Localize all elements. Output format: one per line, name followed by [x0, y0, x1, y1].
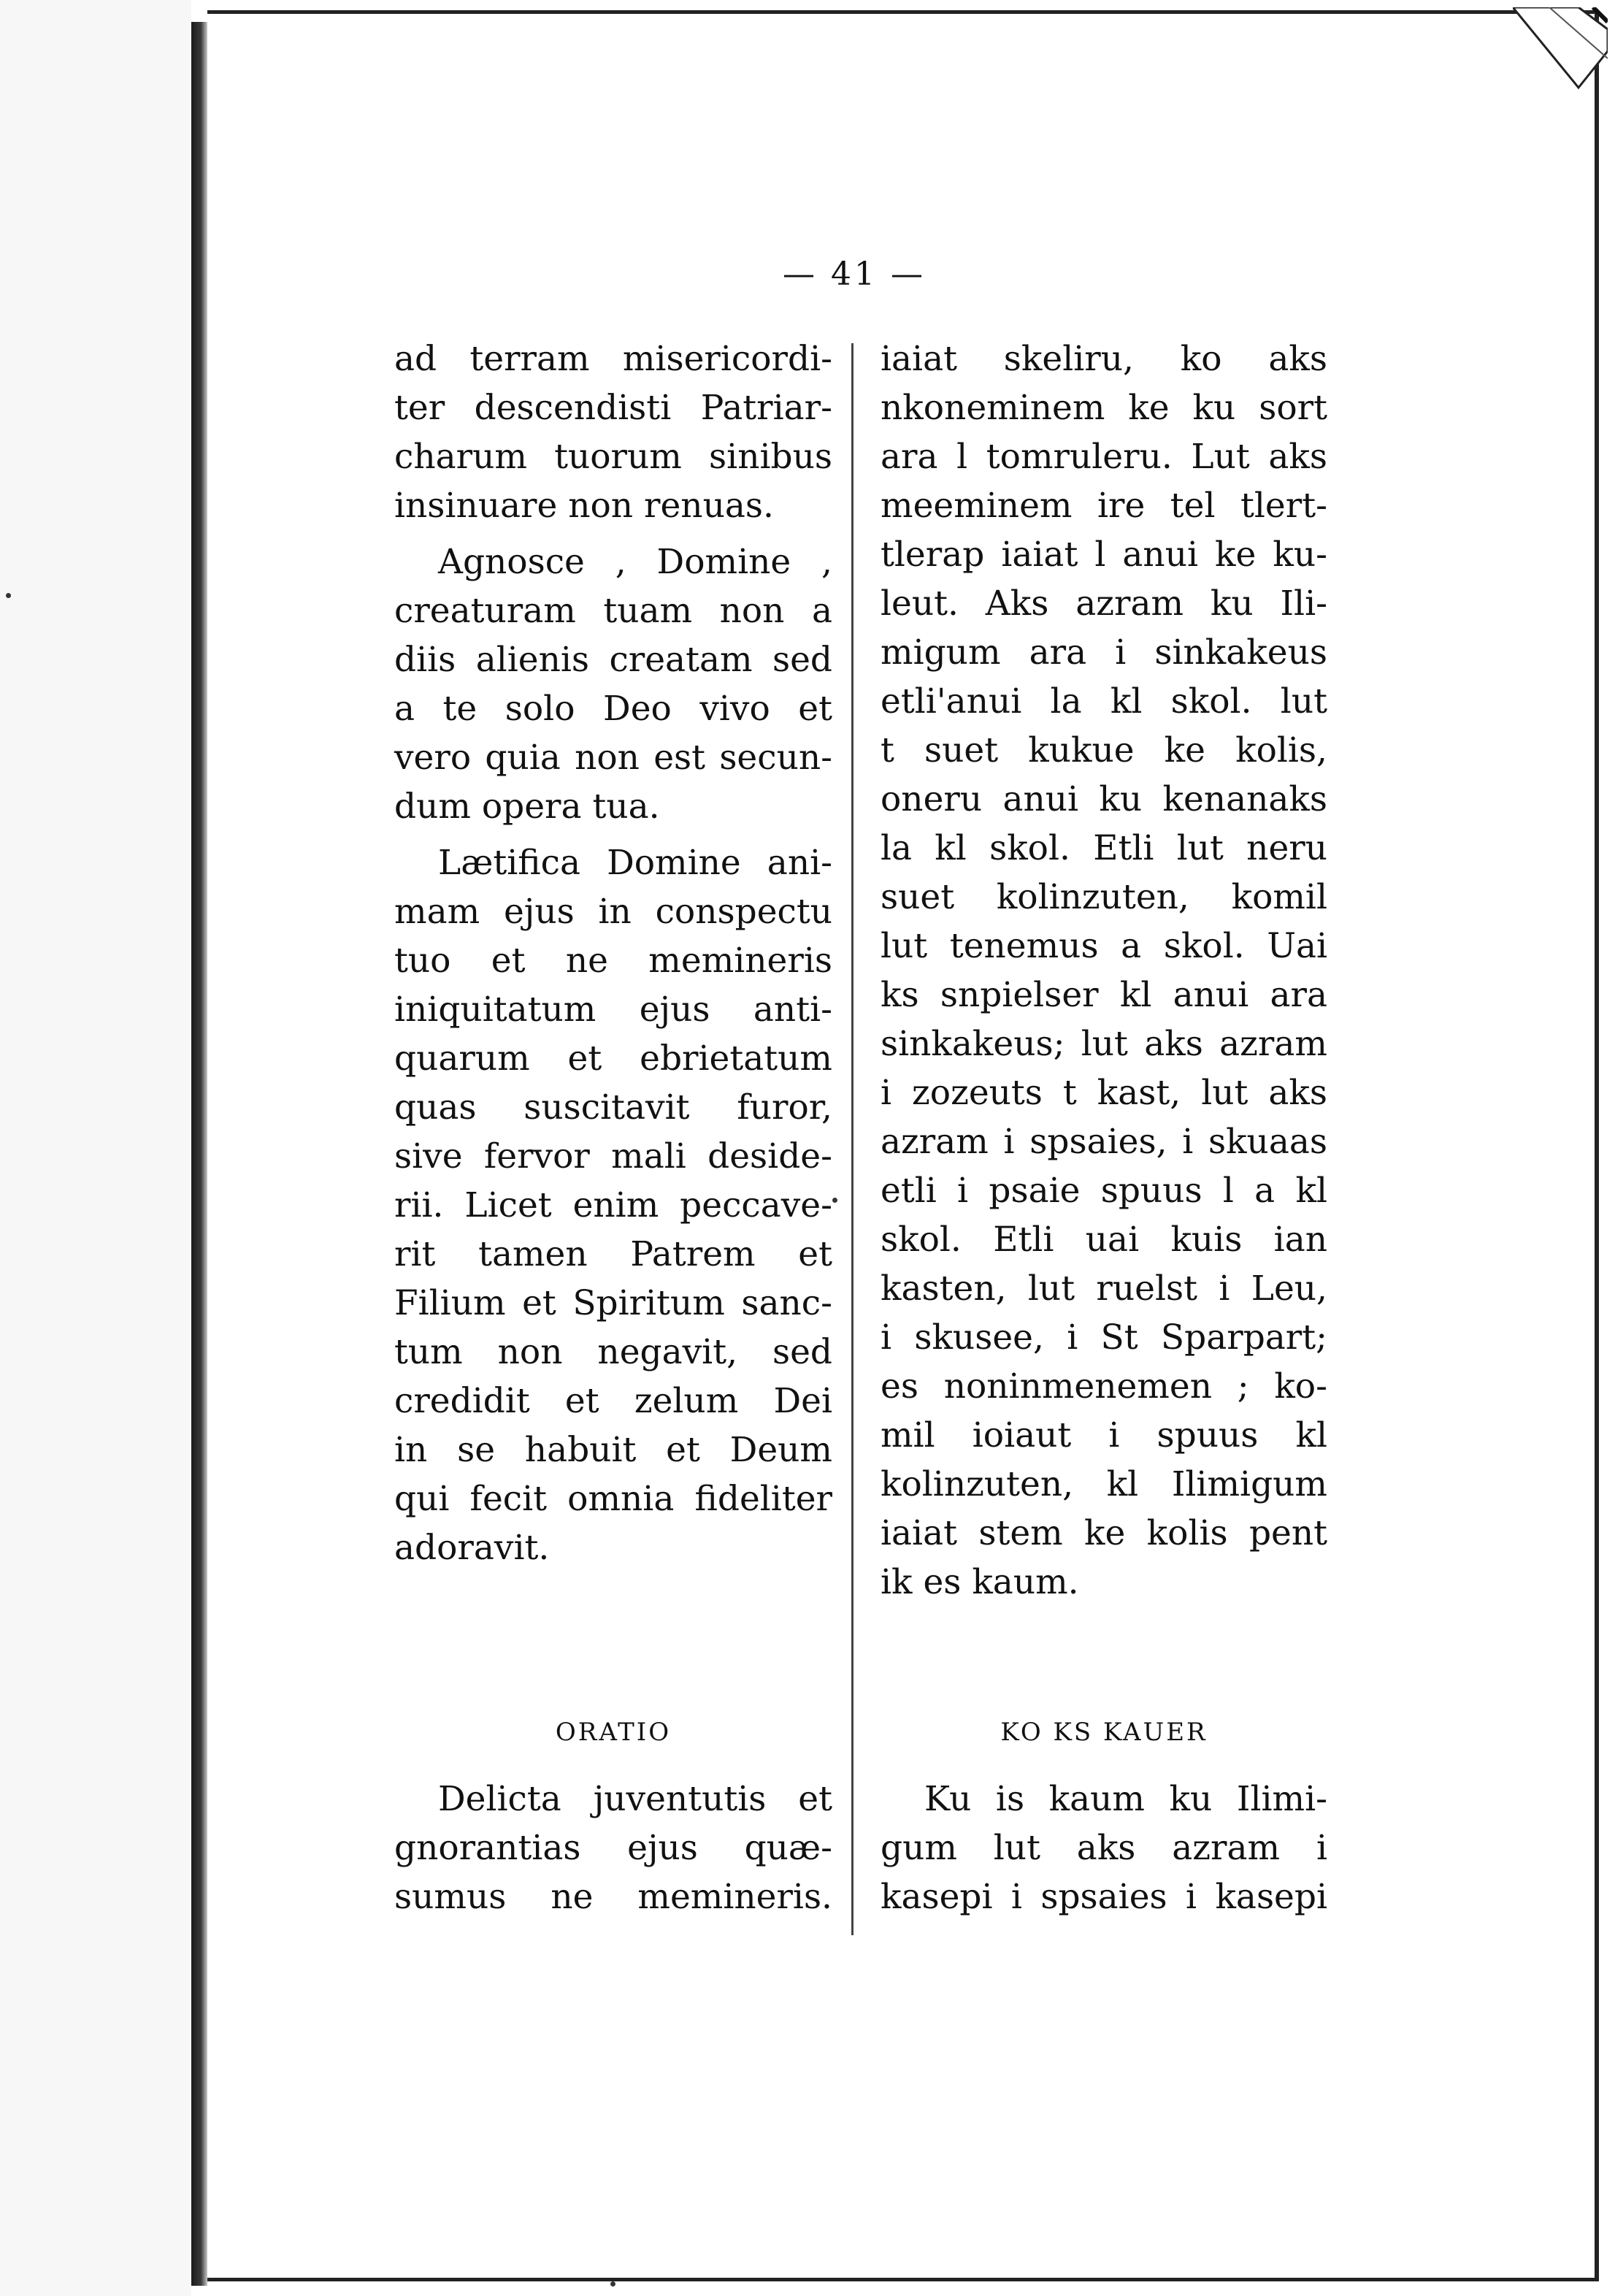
text-line: ter descendisti Patriar-: [394, 388, 832, 428]
oratio-heading: ORATIO: [555, 1718, 672, 1747]
facing-page-edge: [0, 0, 191, 2296]
text-line: Delicta juventutis et: [438, 1779, 832, 1819]
text-line: nkoneminem ke ku sort: [881, 388, 1327, 428]
text-line: ad terram misericordi-: [394, 339, 832, 379]
text-line: gnorantias ejus quæ-: [394, 1828, 832, 1868]
text-line: mil ioiaut i spuus kl: [881, 1415, 1327, 1455]
text-line: la kl skol. Etli lut neru: [881, 828, 1327, 868]
text-line: migum ara i sinkakeus: [881, 632, 1327, 673]
text-line: dum opera tua.: [394, 787, 660, 827]
text-line: skol. Etli uai kuis ian: [881, 1220, 1327, 1260]
page-corner-fold: [1513, 7, 1608, 95]
text-line: azram i spsaies, i skuaas: [881, 1122, 1327, 1162]
book-spine-shadow: [191, 22, 207, 2286]
speck: [832, 1198, 837, 1203]
speck: [610, 2281, 615, 2287]
text-line: Ku is kaum ku Ilimi-: [924, 1779, 1327, 1819]
text-line: rii. Licet enim peccave-: [394, 1185, 832, 1225]
text-line: kolinzuten, kl Ilimigum: [881, 1464, 1327, 1504]
text-line: tum non negavit, sed: [394, 1332, 832, 1372]
text-line: meeminem ire tel tlert-: [881, 486, 1327, 526]
left-text-column: [394, 334, 832, 1572]
text-line: ks snpielser kl anui ara: [881, 975, 1327, 1015]
page-number: — 41 —: [783, 256, 926, 293]
text-line: gum lut aks azram i: [881, 1828, 1327, 1868]
text-line: quarum et ebrietatum: [394, 1038, 832, 1079]
text-line: ara l tomruleru. Lut aks: [881, 437, 1327, 477]
text-line: iaiat stem ke kolis pent: [881, 1513, 1327, 1553]
text-line: in se habuit et Deum: [394, 1430, 832, 1470]
right-text-after-heading: [881, 1775, 1327, 1921]
text-line: kasten, lut ruelst i Leu,: [881, 1268, 1327, 1309]
column-divider: [851, 343, 853, 1935]
text-line: iaiat skeliru, ko aks: [881, 339, 1327, 379]
text-line: a te solo Deo vivo et: [394, 689, 832, 729]
text-line: tlerap iaiat l anui ke ku-: [881, 535, 1327, 575]
text-line: es noninmenemen ; ko-: [881, 1366, 1327, 1407]
text-line: vero quia non est secun-: [394, 738, 832, 778]
ko-ks-kauer-heading: KO KS KAUER: [1000, 1718, 1208, 1747]
text-line: suet kolinzuten, komil: [881, 877, 1327, 917]
text-line: charum tuorum sinibus: [394, 437, 832, 477]
text-line: Filium et Spiritum sanc-: [394, 1283, 832, 1323]
text-line: i skusee, i St Sparpart;: [881, 1317, 1327, 1358]
text-line: etli i psaie spuus l a kl: [881, 1171, 1327, 1211]
text-line: qui fecit omnia fideliter: [394, 1479, 832, 1519]
speck: [6, 593, 11, 598]
text-line: i zozeuts t kast, lut aks: [881, 1073, 1327, 1113]
text-line: sinkakeus; lut aks azram: [881, 1024, 1327, 1064]
text-line: kasepi i spsaies i kasepi: [881, 1877, 1327, 1917]
text-line: leut. Aks azram ku Ili-: [881, 583, 1327, 624]
text-line: tuo et ne memineris: [394, 941, 832, 981]
text-line: Lætifica Domine ani-: [438, 843, 832, 883]
text-line: diis alienis creatam sed: [394, 640, 832, 680]
text-line: insinuare non renuas.: [394, 486, 774, 526]
text-line: t suet kukue ke kolis,: [881, 730, 1327, 770]
paragraph-gap: [394, 831, 832, 838]
text-line: iniquitatum ejus anti-: [394, 990, 832, 1030]
text-line: quas suscitavit furor,: [394, 1087, 832, 1128]
text-line: creaturam tuam non a: [394, 591, 832, 631]
text-line: lut tenemus a skol. Uai: [881, 926, 1327, 966]
text-line: credidit et zelum Dei: [394, 1381, 832, 1421]
right-text-column: [881, 334, 1327, 1607]
paragraph-gap: [394, 530, 832, 537]
text-line: etli'anui la kl skol. lut: [881, 681, 1327, 722]
left-text-after-heading: [394, 1775, 832, 1921]
text-line: adoravit.: [394, 1528, 550, 1568]
text-line: ik es kaum.: [881, 1562, 1079, 1602]
text-line: Agnosce , Domine ,: [438, 542, 832, 582]
text-line: oneru anui ku kenanaks: [881, 779, 1327, 819]
text-line: rit tamen Patrem et: [394, 1234, 832, 1274]
text-line: sumus ne memineris.: [394, 1877, 832, 1917]
text-line: mam ejus in conspectu: [394, 892, 832, 932]
text-line: sive fervor mali deside-: [394, 1136, 832, 1176]
